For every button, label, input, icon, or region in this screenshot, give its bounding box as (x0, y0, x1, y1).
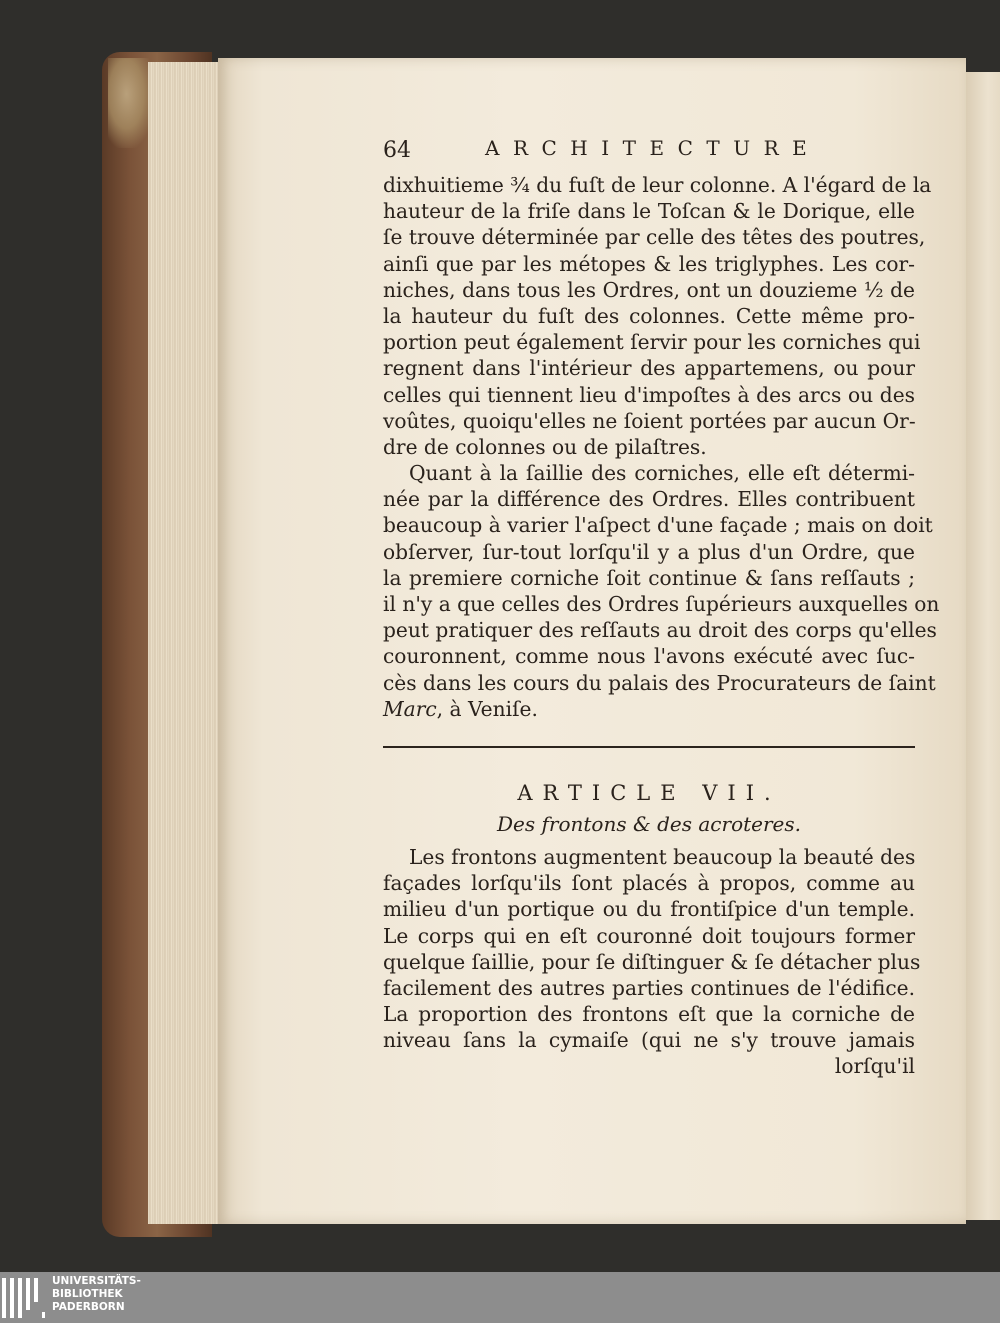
text-line: il n'y a que celles des Ordres ſupérieurs auxquelles on (383, 592, 940, 616)
text-line: niches, dans tous les Ordres, ont un douzieme ½ de (383, 277, 915, 302)
text-line: celles qui tiennent lieu d'impoſtes à des arcs ou des (383, 382, 915, 407)
library-bars-logo-icon (2, 1278, 46, 1318)
text-line: ainſi que par les métopes & les triglyphes. Les cor- (383, 251, 915, 276)
text-line: quelque ſaillie, pour ſe diſtinguer & ſe détacher plus (383, 949, 921, 974)
text-line: née par la différence des Ordres. Elles contribuent (383, 487, 915, 512)
text-line: la hauteur du fuſt des colonnes. Cette même pro- (383, 303, 915, 328)
page-number: 64 (383, 138, 411, 163)
library-name-line: BIBLIOTHEK (52, 1288, 123, 1300)
paragraph-1 (383, 172, 932, 460)
text-line: peut pratiquer des reſſauts au droit des corps qu'elles (383, 618, 937, 643)
text-line: La proportion des frontons eſt que la corniche de (383, 1002, 915, 1027)
text-line: couronnent, comme nous l'avons exécuté avec ſuc- (383, 644, 915, 669)
text-line: dre de colonnes ou de pilaſtres. (383, 434, 707, 459)
library-name-line: PADERBORN (52, 1301, 125, 1313)
catchword: lorſqu'il (834, 1054, 915, 1079)
paragraph-3 (383, 844, 921, 1080)
article-title: ARTICLE VII. (517, 780, 781, 805)
library-footer (0, 1272, 1000, 1323)
text-line: façades lorſqu'ils ſont placés à propos, comme au (383, 871, 915, 896)
text-line: regnent dans l'intérieur des appartemens, ou pour (383, 356, 915, 381)
library-name (52, 1275, 141, 1314)
text-line: Quant à la ſaillie des corniches, elle eſt détermi- (409, 461, 915, 486)
italic-place-name: Marc (383, 696, 437, 721)
text-line: niveau ſans la cymaiſe (qui ne s'y trouve jamais (383, 1028, 915, 1053)
text-line: obſerver, ſur-tout lorſqu'il y a plus d'un Ordre, que (383, 539, 915, 564)
text-line-final (383, 696, 915, 722)
text-line: beaucoup à varier l'aſpect d'une façade ; mais on doit (383, 513, 933, 538)
paragraph-2 (383, 460, 940, 722)
text-line: cès dans les cours du palais des Procurateurs de ſaint (383, 670, 936, 695)
text-line: facilement des autres parties continues de l'édifice. (383, 975, 915, 1000)
text-line: portion peut également ſervir pour les corniches qui (383, 330, 921, 355)
running-head: ARCHITECTURE (485, 136, 821, 160)
text-line: Les frontons augmentent beaucoup la beauté des (409, 844, 916, 869)
page-text (383, 136, 940, 1080)
section-rule (383, 746, 915, 748)
text-line: la premiere corniche ſoit continue & ſans reſſauts ; (383, 565, 915, 590)
text-line: dixhuitieme ¾ du fuſt de leur colonne. A l'égard de la (383, 173, 932, 197)
text-line: hauteur de la friſe dans le Toſcan & le Dorique, elle (383, 199, 915, 224)
facing-page-edge (964, 72, 1000, 1220)
text-fragment: , à Veniſe. (436, 696, 538, 721)
text-line: ſe trouve déterminée par celle des têtes des poutres, (383, 225, 926, 250)
text-line: milieu d'un portique ou du frontiſpice d'un temple. (383, 897, 915, 922)
text-line: Le corps qui en eſt couronné doit toujours former (383, 923, 915, 948)
library-name-line: UNIVERSITÄTS- (52, 1275, 141, 1287)
page-header (383, 136, 915, 172)
page-edges (148, 62, 228, 1224)
text-line: voûtes, quoiqu'elles ne ſoient portées par aucun Or- (383, 408, 916, 433)
article-subtitle: Des frontons & des acroteres. (497, 811, 801, 836)
